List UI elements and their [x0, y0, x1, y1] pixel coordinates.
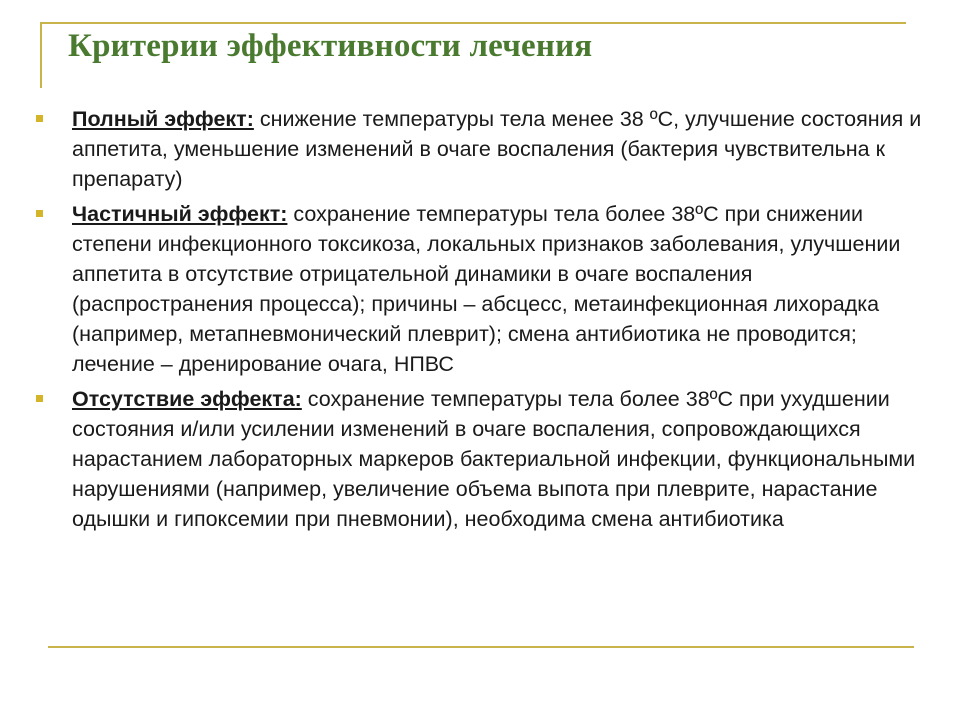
criteria-term: Отсутствие эффекта: — [72, 387, 302, 411]
criteria-item-no-effect — [34, 384, 924, 534]
criteria-item-full-effect — [34, 104, 924, 194]
criteria-term: Полный эффект: — [72, 107, 254, 131]
square-bullet-icon — [36, 210, 43, 217]
criteria-text: сохранение температуры тела более 38ºС при ухудшении состояния и/или усилении изменений в очаге воспаления, сопровождающихся нарастанием лабораторных маркеров бактериальной инфекции, функциональными нарушениями (например, увеличение объема выпота при плеврите, нарастание одышки и гипоксемии при пневмонии), необходима смена антибиотика — [72, 387, 916, 531]
criteria-term: Частичный эффект: — [72, 202, 288, 226]
criteria-item-partial-effect — [34, 199, 924, 379]
square-bullet-icon — [36, 395, 43, 402]
bottom-accent-line — [48, 646, 914, 648]
criteria-text: снижение температуры тела менее 38 ºС, улучшение состояния и аппетита, уменьшение изменений в очаге воспаления (бактерия чувствительна к препарату) — [72, 107, 922, 191]
square-bullet-icon — [36, 115, 43, 122]
top-accent-line — [40, 22, 906, 24]
left-accent-line — [40, 22, 42, 88]
slide-title: Критерии эффективности лечения — [68, 28, 593, 64]
criteria-text: сохранение температуры тела более 38ºС при снижении степени инфекционного токсикоза, локальных признаков заболевания, улучшении аппетита в отсутствие отрицательной динамики в очаге воспаления (распространения процесса); причины – абсцесс, метаинфекционная лихорадка (например, метапневмонический плеврит); смена антибиотика не проводится; лечение – дренирование очага, НПВС — [72, 202, 901, 376]
criteria-list — [34, 104, 924, 539]
